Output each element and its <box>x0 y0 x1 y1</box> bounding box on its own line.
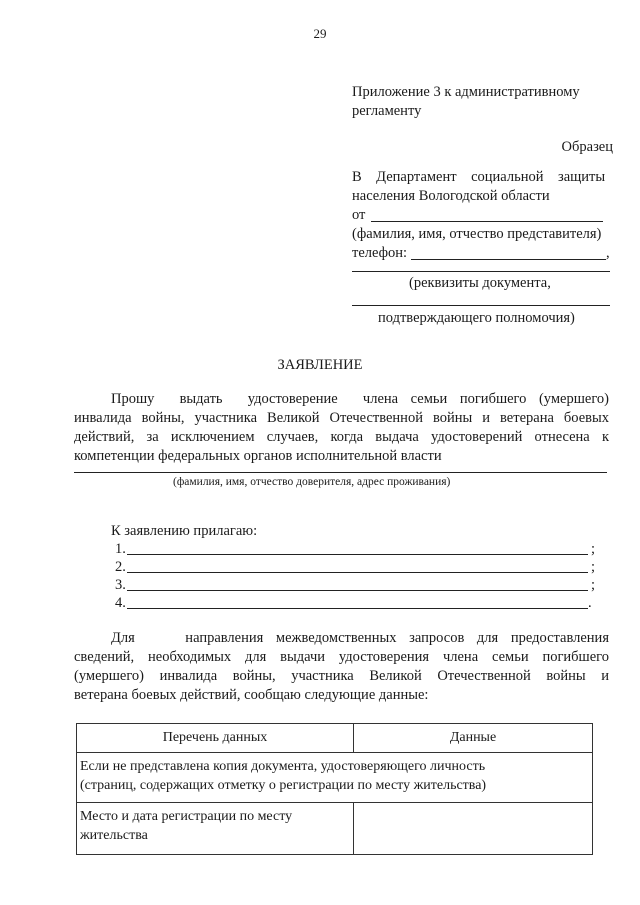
from-blank-line[interactable] <box>371 221 603 222</box>
data-table <box>76 723 593 855</box>
from-hint: (фамилия, имя, отчество представителя) <box>352 226 602 242</box>
page-number: 29 <box>313 26 327 41</box>
table-header-list: Перечень данных <box>77 724 354 753</box>
registration-line-2: жительства <box>80 827 148 843</box>
attachment-line-2[interactable] <box>127 572 588 573</box>
sample-label: Образец <box>561 139 613 155</box>
phone-blank-line[interactable] <box>411 259 606 260</box>
principal-blank-line[interactable] <box>74 472 607 473</box>
table-row <box>77 803 593 855</box>
identity-document-cell <box>77 753 593 803</box>
phone-label: телефон: <box>352 245 408 261</box>
request-line-4: компетенции федеральных органов исполнительной власти <box>74 448 442 464</box>
attachment-number-1: 1. <box>115 541 126 557</box>
authority-blank-line[interactable] <box>352 305 610 306</box>
document-hint-1: (реквизиты документа, <box>409 275 551 291</box>
document-blank-line[interactable] <box>352 271 610 272</box>
attachment-line-3[interactable] <box>127 590 588 591</box>
identity-document-line-1: Если не представлена копия документа, удостоверяющего личность <box>80 759 486 774</box>
table-header-data: Данные <box>354 724 593 753</box>
addressee-line-1: В Департамент социальной защиты <box>352 169 606 185</box>
document-hint-2: подтверждающего полномочия) <box>378 310 575 326</box>
attachments-label: К заявлению прилагаю: <box>111 523 258 539</box>
request-line-2: инвалида войны, участника Великой Отечественной войны и ветерана боевых <box>74 410 609 426</box>
info-line-3: (умершего) инвалида войны, участника Великой Отечественной войны и <box>74 668 609 684</box>
attachment-end-2: ; <box>591 559 596 575</box>
principal-hint: (фамилия, имя, отчество доверителя, адрес проживания) <box>173 476 451 488</box>
phone-end: , <box>606 245 610 261</box>
attachment-number-4: 4. <box>115 595 126 611</box>
attachment-end-3: ; <box>591 577 596 593</box>
info-line-1: Для направления межведомственных запросов для предоставления <box>111 630 609 646</box>
attachment-line-4[interactable] <box>127 608 588 609</box>
document-title: ЗАЯВЛЕНИЕ <box>277 357 363 373</box>
registration-line-1: Место и дата регистрации по месту <box>80 809 293 824</box>
registration-value-cell[interactable] <box>354 803 593 855</box>
info-line-2: сведений, необходимых для выдачи удостоверения члена семьи погибшего <box>74 649 609 665</box>
request-line-3: действий, за исключением случаев, когда выдача удостоверений отнесена к <box>74 429 609 445</box>
addressee-line-2: населения Вологодской области <box>352 188 550 204</box>
attachment-number-2: 2. <box>115 559 126 575</box>
appendix-line-2: регламенту <box>352 103 422 119</box>
from-label: от <box>352 207 366 223</box>
attachment-end-1: ; <box>591 541 596 557</box>
identity-document-line-2: (страниц, содержащих отметку о регистрации по месту жительства) <box>80 777 487 793</box>
attachment-end-4: . <box>588 595 592 611</box>
attachment-line-1[interactable] <box>127 554 588 555</box>
table-row <box>77 753 593 803</box>
table-header-row <box>77 724 593 753</box>
appendix-line-1: Приложение 3 к административному <box>352 84 580 100</box>
request-line-1: Прошу выдать удостоверение члена семьи погибшего (умершего) <box>111 391 609 407</box>
info-line-4: ветерана боевых действий, сообщаю следующие данные: <box>74 687 429 703</box>
attachment-number-3: 3. <box>115 577 126 593</box>
registration-label-cell <box>77 803 354 855</box>
